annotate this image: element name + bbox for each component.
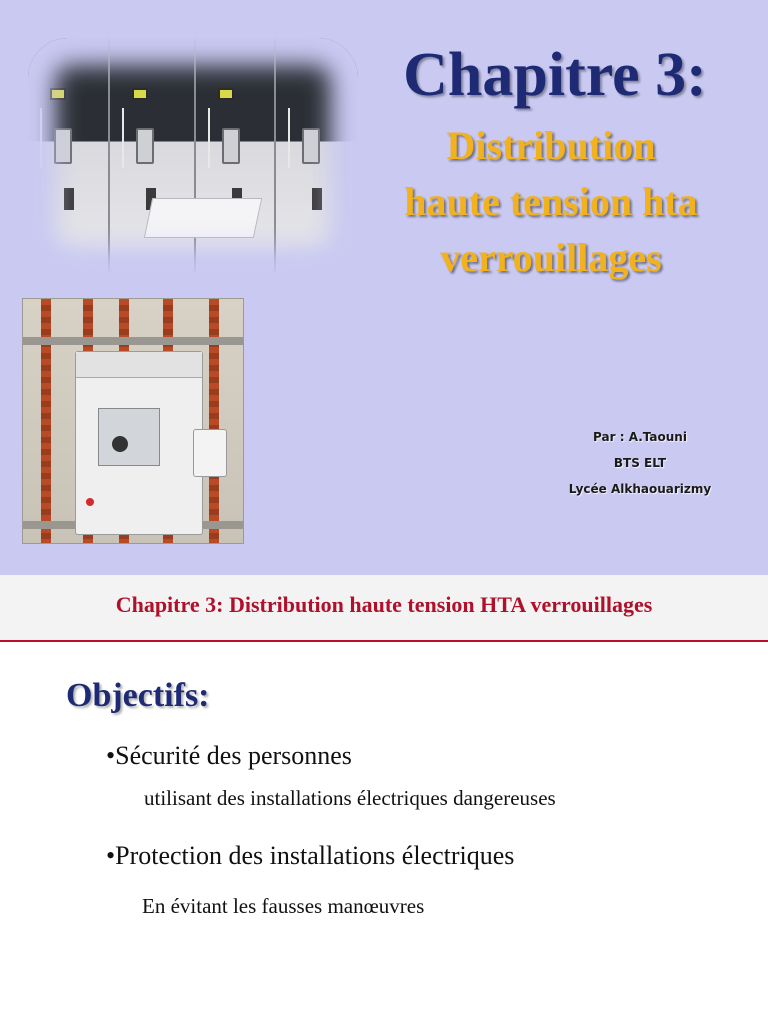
breaker-lock xyxy=(193,429,227,477)
subtitle-line: haute tension hta xyxy=(404,179,698,224)
busbar xyxy=(23,337,243,345)
bullet-sub: utilisant des installations électriques dangereuses xyxy=(144,786,556,810)
breaker-body xyxy=(75,351,203,535)
author-block xyxy=(540,424,740,502)
breaker-window xyxy=(98,408,160,466)
author-name: Par : A.Taouni xyxy=(593,430,687,444)
slide-header xyxy=(0,575,768,642)
bullet-sub: En évitant les fausses manœuvres xyxy=(142,894,425,918)
rail xyxy=(209,299,219,543)
switchgear-photo xyxy=(28,38,358,273)
breaker-knob xyxy=(112,436,128,452)
slide-subtitle xyxy=(370,118,732,286)
breaker-top xyxy=(76,352,202,378)
objectives-heading: Objectifs: xyxy=(66,677,210,714)
author-program: BTS ELT xyxy=(613,456,667,470)
slide-header-text: Chapitre 3: Distribution haute tension HTA verrouillages xyxy=(115,592,653,617)
photo-fade xyxy=(28,38,358,273)
rail xyxy=(41,299,51,543)
objectives-slide xyxy=(0,575,768,1024)
bullet-main: •Protection des installations électriques xyxy=(106,841,515,870)
circuit-breaker-photo xyxy=(22,298,244,544)
subtitle-line: verrouillages xyxy=(440,235,662,280)
slide-title: Chapitre 3: xyxy=(403,41,707,109)
subtitle-line: Distribution xyxy=(446,123,656,168)
bullet-main: •Sécurité des personnes xyxy=(106,741,352,770)
author-school: Lycée Alkhaouarizmy xyxy=(568,482,712,496)
breaker-indicator xyxy=(86,498,94,506)
